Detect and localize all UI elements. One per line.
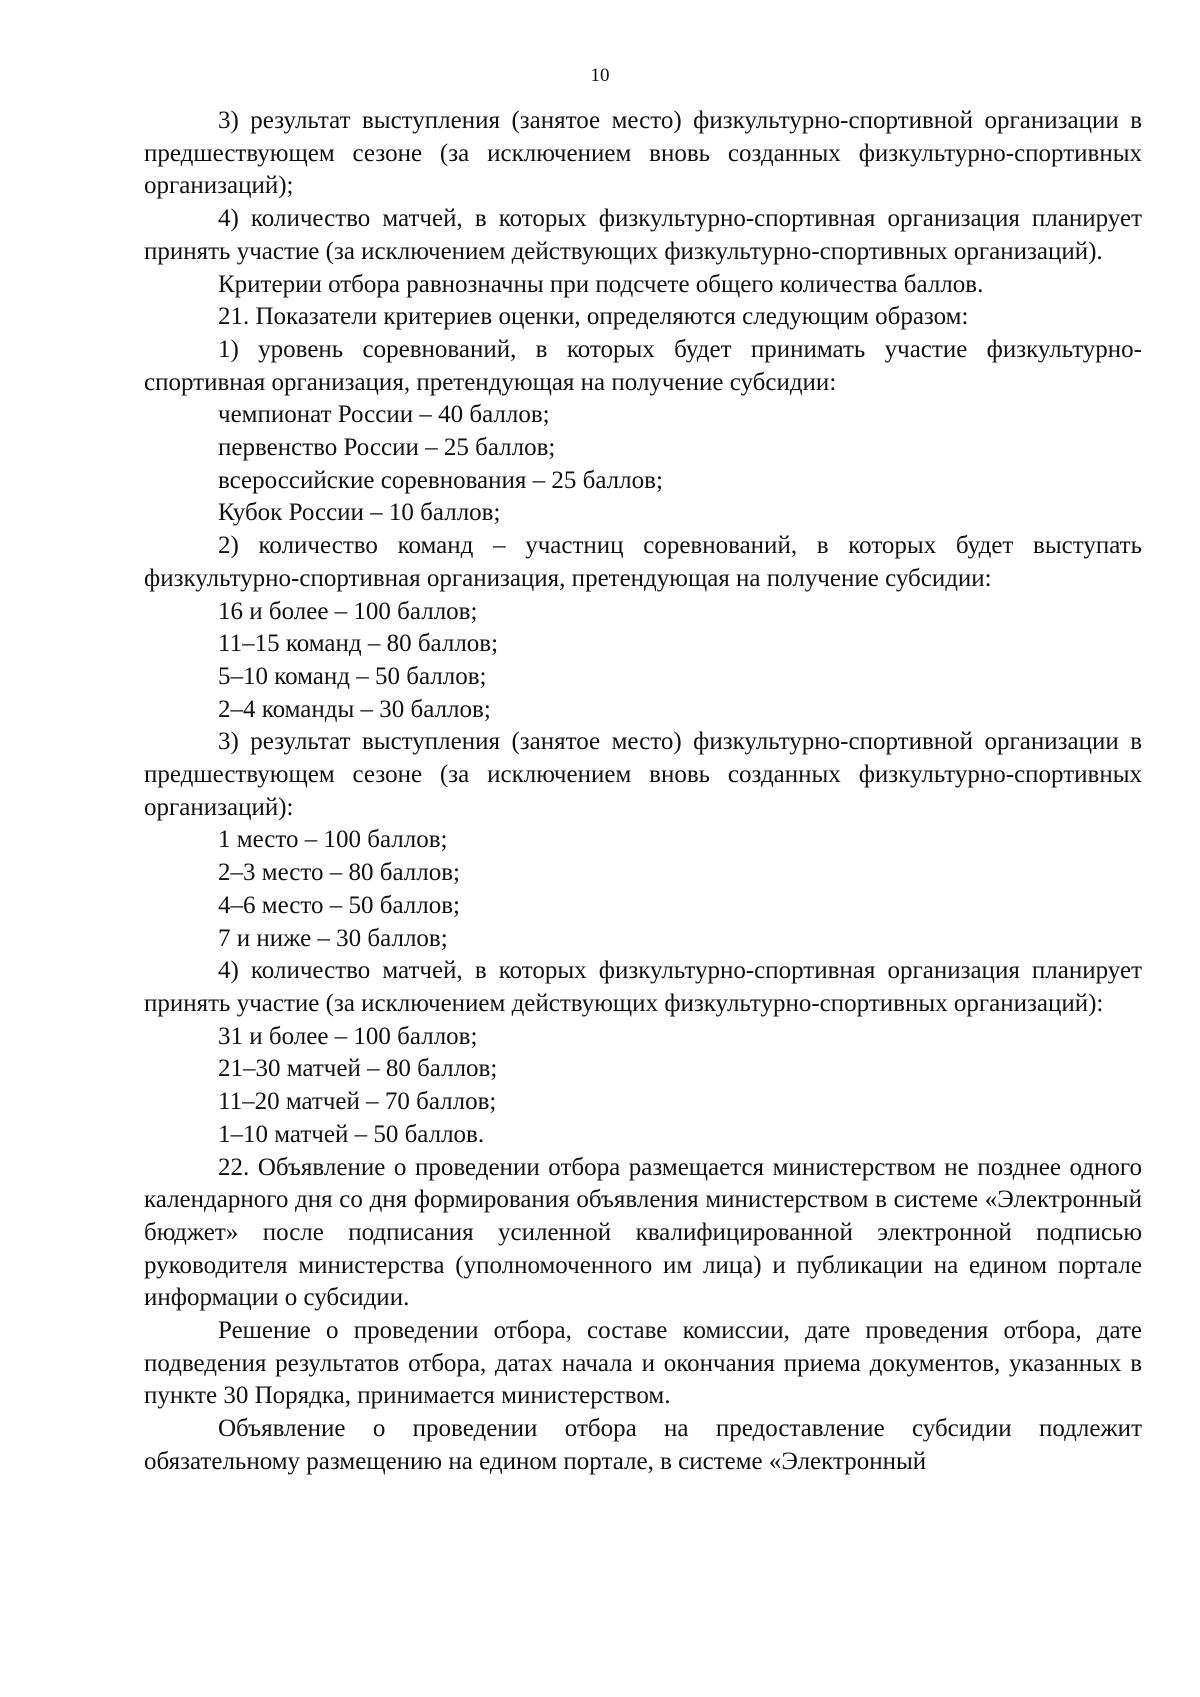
list-item: 16 и более – 100 баллов;	[218, 597, 478, 625]
list-item: 11–15 команд – 80 баллов;	[218, 630, 499, 658]
list-item: 4–6 место – 50 баллов;	[218, 891, 460, 919]
paragraph: 2) количество команд – участниц соревнований, в которых будет выступать физкультурно-спортивная организация, претендующая на получение субсидии:	[144, 532, 1142, 592]
list-item: Кубок России – 10 баллов;	[218, 499, 501, 527]
page-number: 10	[590, 65, 610, 86]
list-item: первенство России – 25 баллов;	[218, 434, 556, 462]
list-item: чемпионат России – 40 баллов;	[218, 401, 550, 429]
list-item: 11–20 матчей – 70 баллов;	[218, 1088, 497, 1116]
paragraph: 4) количество матчей, в которых физкультурно-спортивная организация планирует принять участие (за исключением действующих физкультурно-спортивных организаций):	[144, 957, 1142, 1017]
list-item: 1 место – 100 баллов;	[218, 826, 448, 854]
list-item: 31 и более – 100 баллов;	[218, 1022, 478, 1050]
paragraph: Критерии отбора равнозначны при подсчете общего количества баллов.	[218, 270, 984, 298]
paragraph: Решение о проведении отбора, составе комиссии, дате проведения отбора, дате подведения результатов отбора, датах начала и окончания приема документов, указанных в пункте 30 Порядка, принимается министерством.	[144, 1317, 1142, 1410]
paragraph: 4) количество матчей, в которых физкультурно-спортивная организация планирует принять участие (за исключением действующих физкультурно-спортивных организаций).	[144, 205, 1142, 265]
paragraph: 3) результат выступления (занятое место) физкультурно-спортивной организации в предшествующем сезоне (за исключением вновь созданных физкультурно-спортивных организаций):	[144, 728, 1142, 821]
list-item: 21–30 матчей – 80 баллов;	[218, 1055, 498, 1083]
list-item: 2–4 команды – 30 баллов;	[218, 695, 491, 723]
list-item: 5–10 команд – 50 баллов;	[218, 662, 487, 690]
paragraph: 22. Объявление о проведении отбора размещается министерством не позднее одного календарного дня со дня формирования объявления министерством в системе «Электронный бюджет» после подписания усиленной квалифицированной электронной подписью руководителя министерства (уполномоченного им лица) и публикации на едином портале информации о субсидии.	[144, 1153, 1142, 1312]
list-item: всероссийские соревнования – 25 баллов;	[218, 466, 663, 494]
paragraph: 21. Показатели критериев оценки, определяются следующим образом:	[218, 303, 969, 331]
list-item: 1–10 матчей – 50 баллов.	[218, 1120, 485, 1148]
list-item: 2–3 место – 80 баллов;	[218, 859, 460, 887]
list-item: 7 и ниже – 30 баллов;	[218, 924, 448, 952]
paragraph: 3) результат выступления (занятое место) физкультурно-спортивной организации в предшествующем сезоне (за исключением вновь созданных физкультурно-спортивных организаций);	[144, 107, 1142, 200]
paragraph: 1) уровень соревнований, в которых будет принимать участие физкультурно-спортивная организация, претендующая на получение субсидии:	[144, 335, 1142, 396]
document-body	[144, 105, 1142, 1479]
paragraph: Объявление о проведении отбора на предоставление субсидии подлежит обязательному размещению на едином портале, в системе «Электронный	[144, 1415, 1142, 1475]
